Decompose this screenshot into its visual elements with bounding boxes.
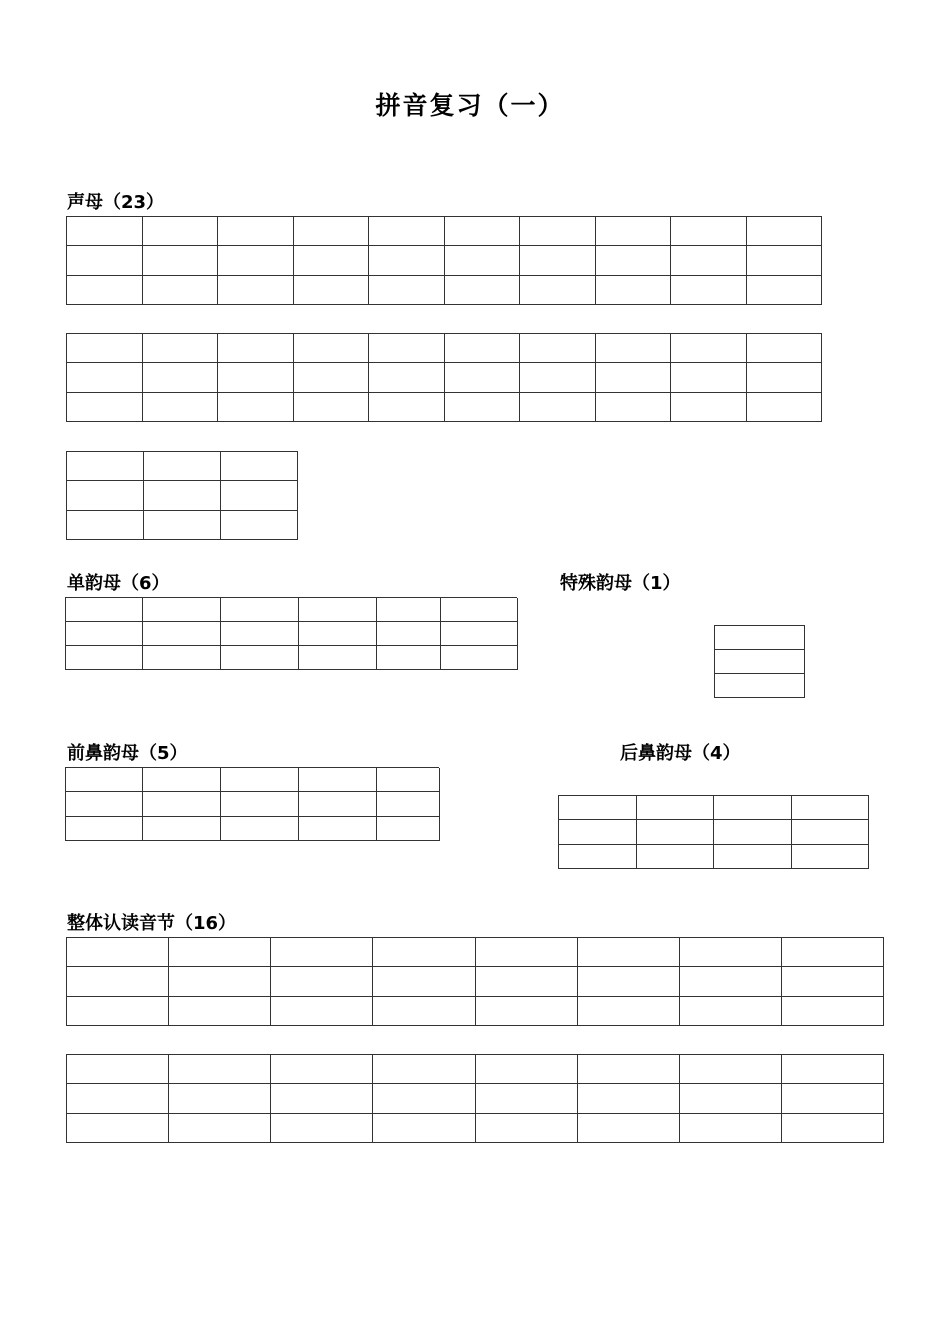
table-cell[interactable] [299,598,377,622]
table-cell[interactable] [169,938,271,967]
table-cell[interactable] [715,626,805,650]
table-cell[interactable] [67,393,143,422]
table-cell[interactable] [369,363,445,392]
shengmu-table-2 [66,333,822,422]
table-cell[interactable] [373,997,475,1026]
table-cell[interactable] [294,363,370,392]
table-cell[interactable] [294,334,370,363]
table-cell[interactable] [441,598,518,622]
houbiyunmu-table [558,795,869,869]
table-cell[interactable] [445,363,521,392]
table-cell[interactable] [520,217,596,246]
table-cell[interactable] [299,817,377,841]
table-cell[interactable] [271,1055,373,1084]
table-cell[interactable] [143,276,219,305]
table-cell[interactable] [221,598,299,622]
table-cell[interactable] [221,452,298,481]
table-cell[interactable] [143,792,221,816]
table-cell[interactable] [294,217,370,246]
table-cell[interactable] [520,363,596,392]
table-cell[interactable] [67,1084,169,1113]
table-cell[interactable] [221,511,298,540]
table-cell[interactable] [792,796,870,820]
qianbiyunmu-table [65,767,439,841]
table-cell[interactable] [221,646,299,670]
table-cell[interactable] [369,246,445,275]
table-cell[interactable] [476,1084,578,1113]
table-cell[interactable] [221,792,299,816]
zhengtirendu-table-2 [66,1054,884,1143]
table-cell[interactable] [680,1114,782,1143]
table-cell[interactable] [221,622,299,646]
shengmu-table-3 [66,451,298,540]
table-cell[interactable] [67,452,144,481]
table-cell[interactable] [221,817,299,841]
zhengtirendu-label: 整体认读音节（16） [67,913,237,934]
table-cell[interactable] [144,452,221,481]
table-cell[interactable] [218,393,294,422]
table-cell[interactable] [520,334,596,363]
table-cell[interactable] [143,622,221,646]
table-cell[interactable] [671,363,747,392]
table-cell[interactable] [373,967,475,996]
table-cell[interactable] [445,276,521,305]
table-cell[interactable] [596,393,672,422]
table-cell[interactable] [559,796,637,820]
table-cell[interactable] [714,845,792,869]
table-cell[interactable] [66,598,143,622]
table-cell[interactable] [67,481,144,510]
qianbiyunmu-label: 前鼻韵母（5） [67,743,188,764]
table-cell[interactable] [373,1114,475,1143]
table-cell[interactable] [218,217,294,246]
table-cell[interactable] [66,646,143,670]
table-cell[interactable] [67,363,143,392]
table-cell[interactable] [637,796,715,820]
table-cell[interactable] [369,276,445,305]
table-cell[interactable] [476,997,578,1026]
zhengtirendu-table-1 [66,937,884,1026]
table-cell[interactable] [144,511,221,540]
table-cell[interactable] [143,246,219,275]
table-cell[interactable] [143,598,221,622]
table-cell[interactable] [299,768,377,792]
table-cell[interactable] [578,1114,680,1143]
table-cell[interactable] [747,334,823,363]
table-cell[interactable] [637,845,715,869]
table-cell[interactable] [66,768,143,792]
table-cell[interactable] [377,622,441,646]
table-cell[interactable] [782,1055,884,1084]
table-cell[interactable] [67,1114,169,1143]
table-cell[interactable] [578,938,680,967]
table-cell[interactable] [377,792,440,816]
table-cell[interactable] [67,997,169,1026]
table-cell[interactable] [747,363,823,392]
table-cell[interactable] [377,817,440,841]
table-cell[interactable] [271,1114,373,1143]
table-cell[interactable] [143,334,219,363]
table-cell[interactable] [671,217,747,246]
shengmu-table-1 [66,216,822,305]
table-cell[interactable] [680,997,782,1026]
table-cell[interactable] [271,967,373,996]
table-cell[interactable] [747,276,823,305]
table-cell[interactable] [559,845,637,869]
table-cell[interactable] [299,792,377,816]
table-cell[interactable] [559,820,637,844]
table-cell[interactable] [747,217,823,246]
table-cell[interactable] [714,796,792,820]
table-cell[interactable] [671,246,747,275]
table-cell[interactable] [294,246,370,275]
table-cell[interactable] [66,622,143,646]
table-cell[interactable] [445,393,521,422]
table-cell[interactable] [377,598,441,622]
table-cell[interactable] [520,246,596,275]
table-cell[interactable] [221,768,299,792]
teshuyunmu-table [714,625,805,698]
shengmu-label: 声母（23） [67,192,165,213]
table-cell[interactable] [294,276,370,305]
table-cell[interactable] [221,481,298,510]
table-cell[interactable] [520,393,596,422]
table-cell[interactable] [271,997,373,1026]
table-cell[interactable] [369,393,445,422]
table-cell[interactable] [67,334,143,363]
table-cell[interactable] [578,967,680,996]
table-cell[interactable] [441,622,518,646]
table-cell[interactable] [377,646,441,670]
table-cell[interactable] [476,1114,578,1143]
table-cell[interactable] [715,674,805,698]
table-cell[interactable] [67,938,169,967]
table-cell[interactable] [715,650,805,674]
table-cell[interactable] [218,276,294,305]
table-cell[interactable] [67,967,169,996]
table-cell[interactable] [169,1114,271,1143]
table-cell[interactable] [218,363,294,392]
table-cell[interactable] [271,1084,373,1113]
table-cell[interactable] [144,481,221,510]
table-cell[interactable] [596,334,672,363]
table-cell[interactable] [445,246,521,275]
table-cell[interactable] [680,967,782,996]
table-cell[interactable] [169,1055,271,1084]
table-cell[interactable] [680,1084,782,1113]
table-cell[interactable] [67,1055,169,1084]
table-cell[interactable] [66,792,143,816]
table-cell[interactable] [476,967,578,996]
table-cell[interactable] [445,334,521,363]
table-cell[interactable] [680,1055,782,1084]
table-cell[interactable] [299,646,377,670]
table-cell[interactable] [671,334,747,363]
table-cell[interactable] [782,1084,884,1113]
table-cell[interactable] [143,217,219,246]
table-cell[interactable] [747,246,823,275]
table-cell[interactable] [369,217,445,246]
table-cell[interactable] [143,817,221,841]
table-cell[interactable] [66,817,143,841]
table-cell[interactable] [714,820,792,844]
table-cell[interactable] [637,820,715,844]
table-cell[interactable] [67,511,144,540]
table-cell[interactable] [782,967,884,996]
table-cell[interactable] [520,276,596,305]
table-cell[interactable] [377,768,440,792]
table-cell[interactable] [671,276,747,305]
danyunmu-table [65,597,517,670]
teshuyunmu-label: 特殊韵母（1） [560,573,681,594]
table-cell[interactable] [441,646,518,670]
table-cell[interactable] [218,246,294,275]
table-cell[interactable] [680,938,782,967]
table-cell[interactable] [747,393,823,422]
table-cell[interactable] [596,276,672,305]
table-cell[interactable] [476,1055,578,1084]
table-cell[interactable] [299,622,377,646]
table-cell[interactable] [671,393,747,422]
table-cell[interactable] [373,1055,475,1084]
danyunmu-label: 单韵母（6） [67,573,170,594]
table-cell[interactable] [596,217,672,246]
table-cell[interactable] [792,845,870,869]
table-cell[interactable] [596,363,672,392]
table-cell[interactable] [294,393,370,422]
table-cell[interactable] [67,217,143,246]
table-cell[interactable] [369,334,445,363]
table-cell[interactable] [476,938,578,967]
table-cell[interactable] [143,393,219,422]
table-cell[interactable] [169,997,271,1026]
table-cell[interactable] [596,246,672,275]
table-cell[interactable] [782,997,884,1026]
table-cell[interactable] [67,246,143,275]
table-cell[interactable] [143,646,221,670]
table-cell[interactable] [578,997,680,1026]
table-cell[interactable] [169,1084,271,1113]
table-cell[interactable] [578,1084,680,1113]
houbiyunmu-label: 后鼻韵母（4） [620,743,741,764]
table-cell[interactable] [445,217,521,246]
table-cell[interactable] [373,1084,475,1113]
table-cell[interactable] [67,276,143,305]
table-cell[interactable] [792,820,870,844]
page-title: 拼音复习（一） [375,91,565,120]
table-cell[interactable] [578,1055,680,1084]
table-cell[interactable] [373,938,475,967]
table-cell[interactable] [782,938,884,967]
table-cell[interactable] [782,1114,884,1143]
table-cell[interactable] [271,938,373,967]
table-cell[interactable] [169,967,271,996]
table-cell[interactable] [143,363,219,392]
table-cell[interactable] [143,768,221,792]
table-cell[interactable] [218,334,294,363]
